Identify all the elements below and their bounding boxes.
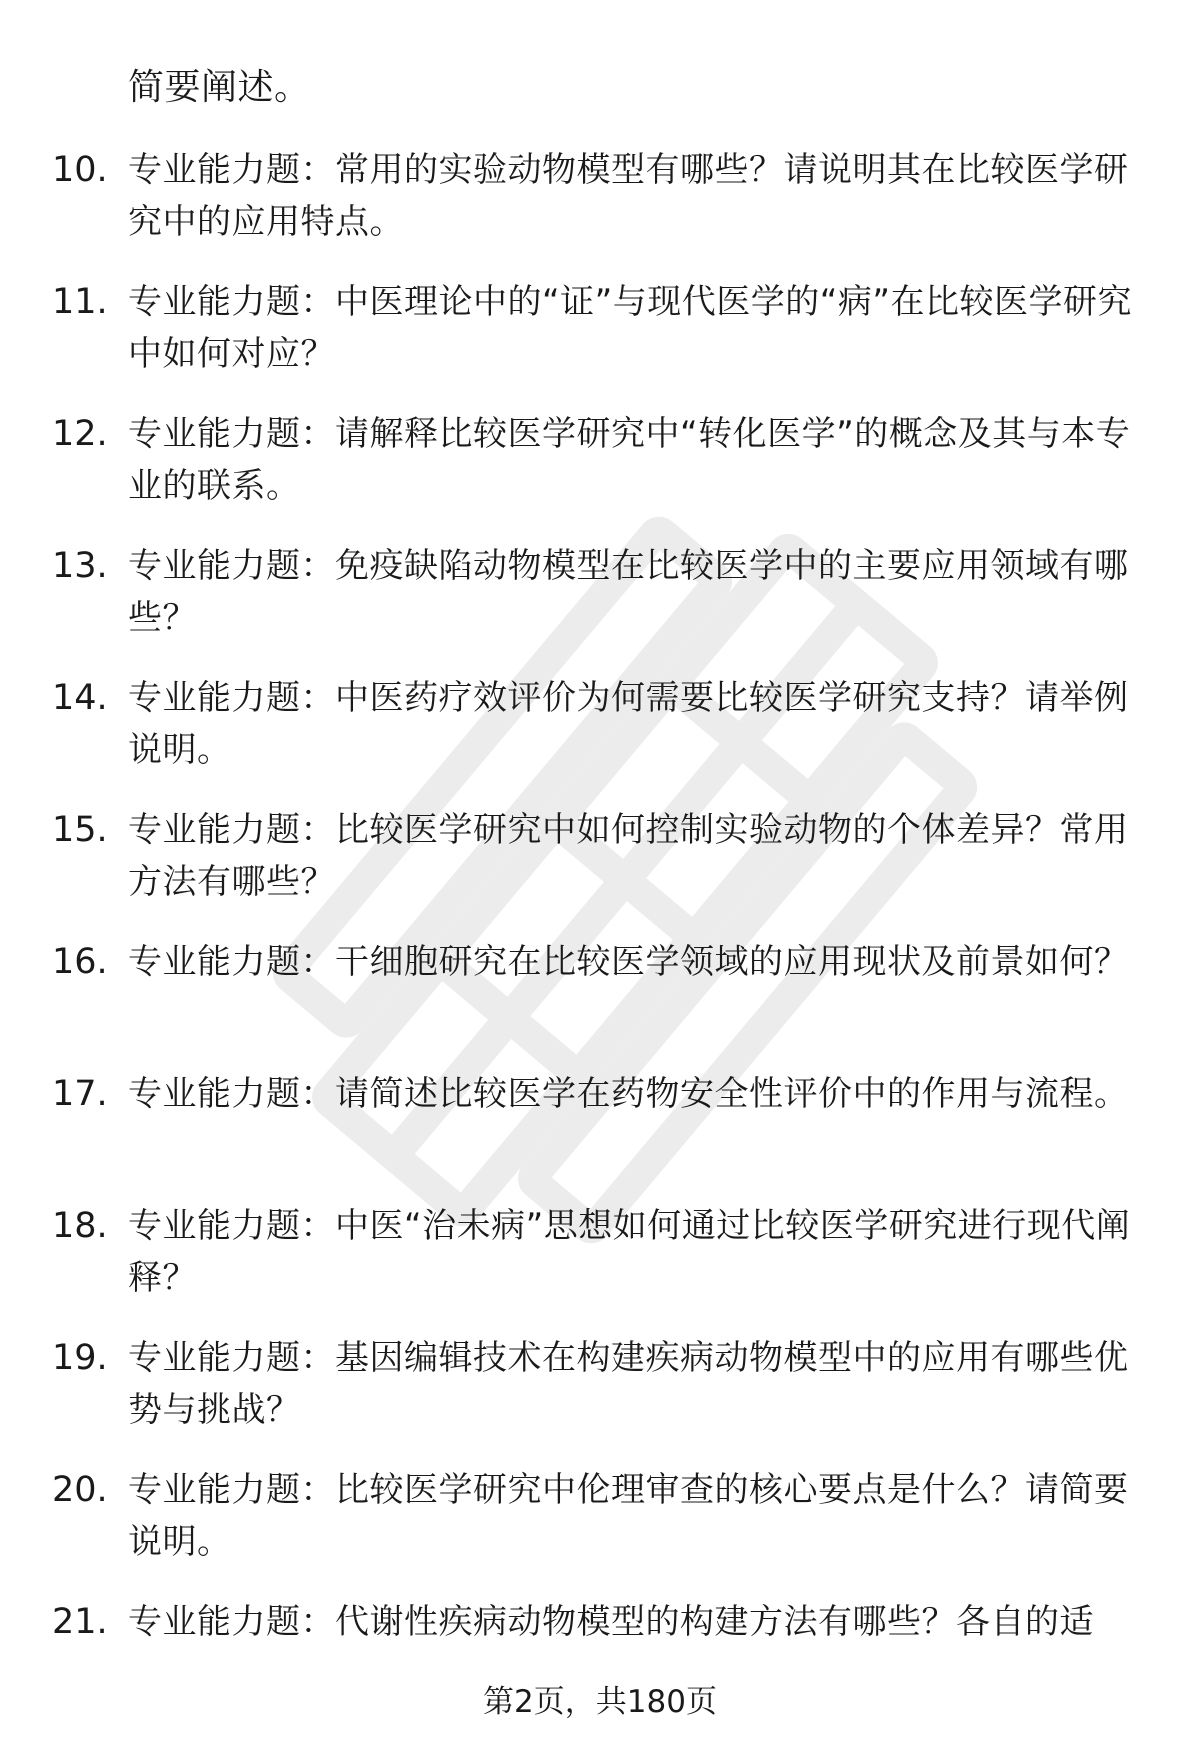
question-number: 17. [52, 1074, 108, 1114]
question-number: 18. [52, 1206, 108, 1246]
question-item [0, 144, 1200, 276]
question-number: 16. [52, 942, 108, 982]
question-text: 专业能力题：免疫缺陷动物模型在比较医学中的主要应用领域有哪些？ [128, 546, 1129, 638]
question-number: 15. [52, 810, 108, 850]
question-item [0, 540, 1200, 672]
question-text: 专业能力题：请简述比较医学在药物安全性评价中的作用与流程。 [128, 1074, 1129, 1114]
question-item [0, 1332, 1200, 1464]
question-number: 20. [52, 1470, 108, 1510]
question-number: 12. [52, 414, 108, 454]
question-text: 专业能力题：中医药疗效评价为何需要比较医学研究支持？请举例说明。 [128, 678, 1129, 770]
question-text: 专业能力题：请解释比较医学研究中“转化医学”的概念及其与本专业的联系。 [128, 414, 1131, 506]
question-item [0, 1068, 1200, 1200]
question-item [0, 408, 1200, 540]
page-footer: 第2页，共180页 [483, 1684, 717, 1720]
question-number: 13. [52, 546, 108, 586]
question-number: 11. [52, 282, 108, 322]
question-text: 专业能力题：比较医学研究中如何控制实验动物的个体差异？常用方法有哪些？ [128, 810, 1129, 902]
question-item [0, 1464, 1200, 1596]
question-item [0, 936, 1200, 1068]
question-text: 专业能力题：代谢性疾病动物模型的构建方法有哪些？各自的适 [128, 1602, 1094, 1642]
question-text: 专业能力题：中医“治未病”思想如何通过比较医学研究进行现代阐释？ [128, 1206, 1131, 1298]
continuation-text: 简要阐述。 [128, 67, 311, 108]
question-item [0, 672, 1200, 804]
question-number: 19. [52, 1338, 108, 1378]
question-text: 专业能力题：比较医学研究中伦理审查的核心要点是什么？请简要说明。 [128, 1470, 1129, 1562]
question-number: 21. [52, 1602, 108, 1642]
question-item [0, 804, 1200, 936]
question-item [0, 1200, 1200, 1332]
question-text: 专业能力题：中医理论中的“证”与现代医学的“病”在比较医学研究中如何对应？ [128, 282, 1132, 374]
question-item [0, 276, 1200, 408]
question-number: 10. [52, 150, 108, 190]
question-list [0, 144, 1200, 1728]
question-number: 14. [52, 678, 108, 718]
question-text: 专业能力题：基因编辑技术在构建疾病动物模型中的应用有哪些优势与挑战？ [128, 1338, 1129, 1430]
question-text: 专业能力题：常用的实验动物模型有哪些？请说明其在比较医学研究中的应用特点。 [128, 150, 1129, 242]
question-text: 专业能力题：干细胞研究在比较医学领域的应用现状及前景如何？ [128, 942, 1129, 982]
